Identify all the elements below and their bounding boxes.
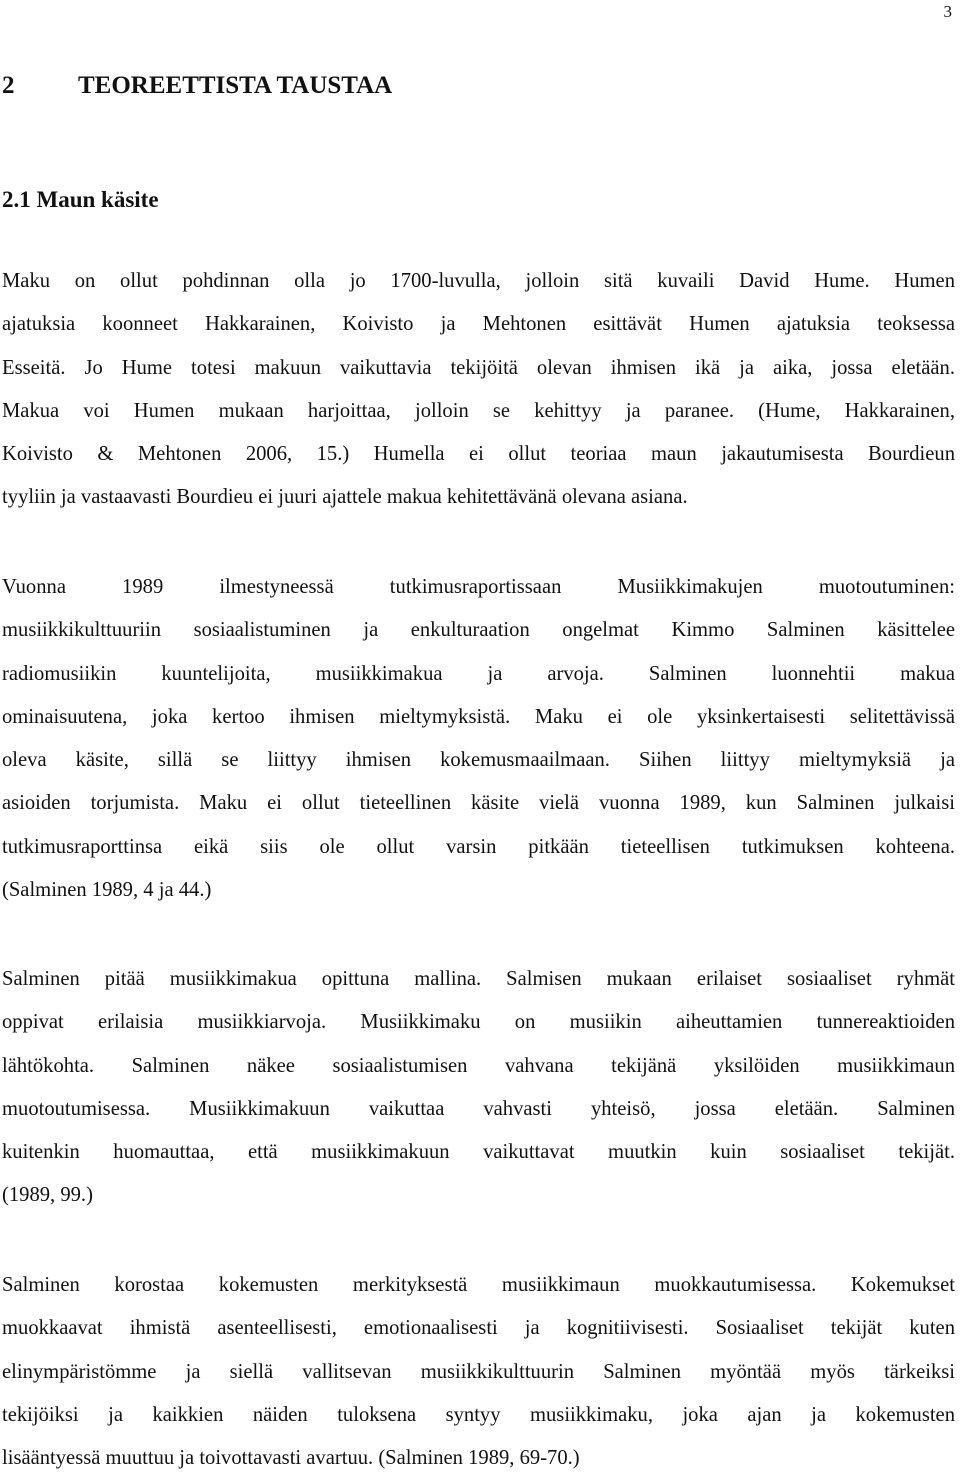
paragraph-line: asioiden torjumista. Maku ei ollut tieteellinen käsite vielä vuonna 1989, kun Salminen julkaisi	[2, 792, 955, 815]
paragraph-line: kuitenkin huomauttaa, että musiikkimakuun vaikuttavat muutkin kuin sosiaaliset tekijät.	[2, 1141, 955, 1164]
chapter-number: 2	[2, 72, 15, 99]
chapter-title: TEOREETTISTA TAUSTAA	[78, 72, 393, 99]
paragraph-line: muokkaavat ihmistä asenteellisesti, emotionaalisesti ja kognitiivisesti. Sosiaaliset tekijät kuten	[2, 1317, 955, 1340]
page-number: 3	[943, 2, 952, 21]
paragraph-line: Vuonna 1989 ilmestyneessä tutkimusraportissaan Musiikkimakujen muotoutuminen:	[2, 576, 955, 598]
paragraph-line: (Salminen 1989, 4 ja 44.)	[2, 879, 212, 902]
paragraph-line: radiomusiikin kuuntelijoita, musiikkimakua ja arvoja. Salminen luonnehtii makua	[2, 662, 955, 685]
paragraph-line: tekijöiksi ja kaikkien näiden tuloksena syntyy musiikkimaku, joka ajan ja kokemusten	[2, 1403, 955, 1426]
paragraph-line: lisääntyessä muuttuu ja toivottavasti avartuu. (Salminen 1989, 69-70.)	[2, 1447, 580, 1470]
paragraph-hume	[2, 260, 955, 520]
paragraph-experiences	[2, 1264, 955, 1480]
paragraph-learned-taste	[2, 958, 955, 1218]
paragraph-line: (1989, 99.)	[2, 1184, 93, 1207]
paragraph-line: Salminen korostaa kokemusten merkityksestä musiikkimaun muokkautumisessa. Kokemukset	[2, 1274, 955, 1296]
paragraph-salminen-1989	[2, 566, 955, 912]
paragraph-line: Esseitä. Jo Hume totesi makuun vaikuttavia tekijöitä olevan ihmisen ikä ja aika, jossa eletään.	[2, 356, 955, 379]
paragraph-line: ajatuksia koonneet Hakkarainen, Koivisto ja Mehtonen esittävät Humen ajatuksia teoksessa	[2, 313, 955, 336]
paragraph-line: musiikkikulttuuriin sosiaalistuminen ja enkulturaation ongelmat Kimmo Salminen käsittelee	[2, 619, 955, 642]
paragraph-line: Salminen pitää musiikkimakua opittuna mallina. Salmisen mukaan erilaiset sosiaaliset ryhmät	[2, 968, 955, 990]
section-heading: 2.1 Maun käsite	[2, 187, 159, 212]
paragraph-line: Koivisto & Mehtonen 2006, 15.) Humella ei ollut teoriaa maun jakautumisesta Bourdieun	[2, 443, 955, 466]
paragraph-line: tyyliin ja vastaavasti Bourdieu ei juuri ajattele makua kehitettävänä olevana asiana.	[2, 486, 688, 509]
paragraph-line: Maku on ollut pohdinnan olla jo 1700-luvulla, jolloin sitä kuvaili David Hume. Humen	[2, 270, 955, 292]
chapter-heading	[2, 68, 392, 104]
paragraph-line: elinympäristömme ja siellä vallitsevan musiikkikulttuurin Salminen myöntää myös tärkeiksi	[2, 1360, 955, 1383]
paragraph-line: oleva käsite, sillä se liittyy ihmisen kokemusmaailmaan. Siihen liittyy mieltymyksiä ja	[2, 749, 955, 772]
paragraph-line: ominaisuutena, joka kertoo ihmisen mieltymyksistä. Maku ei ole yksinkertaisesti selitettävissä	[2, 705, 955, 728]
paragraph-line: Makua voi Humen mukaan harjoittaa, jolloin se kehittyy ja paranee. (Hume, Hakkarainen,	[2, 399, 955, 422]
paragraph-line: lähtökohta. Salminen näkee sosiaalistumisen vahvana tekijänä yksilöiden musiikkimaun	[2, 1054, 955, 1077]
paragraph-line: oppivat erilaisia musiikkiarvoja. Musiikkimaku on musiikin aiheuttamien tunnereaktioiden	[2, 1011, 955, 1034]
paragraph-line: tutkimusraporttinsa eikä siis ole ollut varsin pitkään tieteellisen tutkimuksen kohteena.	[2, 835, 955, 858]
paragraph-line: muotoutumisessa. Musiikkimakuun vaikuttaa vahvasti yhteisö, jossa eletään. Salminen	[2, 1097, 955, 1120]
